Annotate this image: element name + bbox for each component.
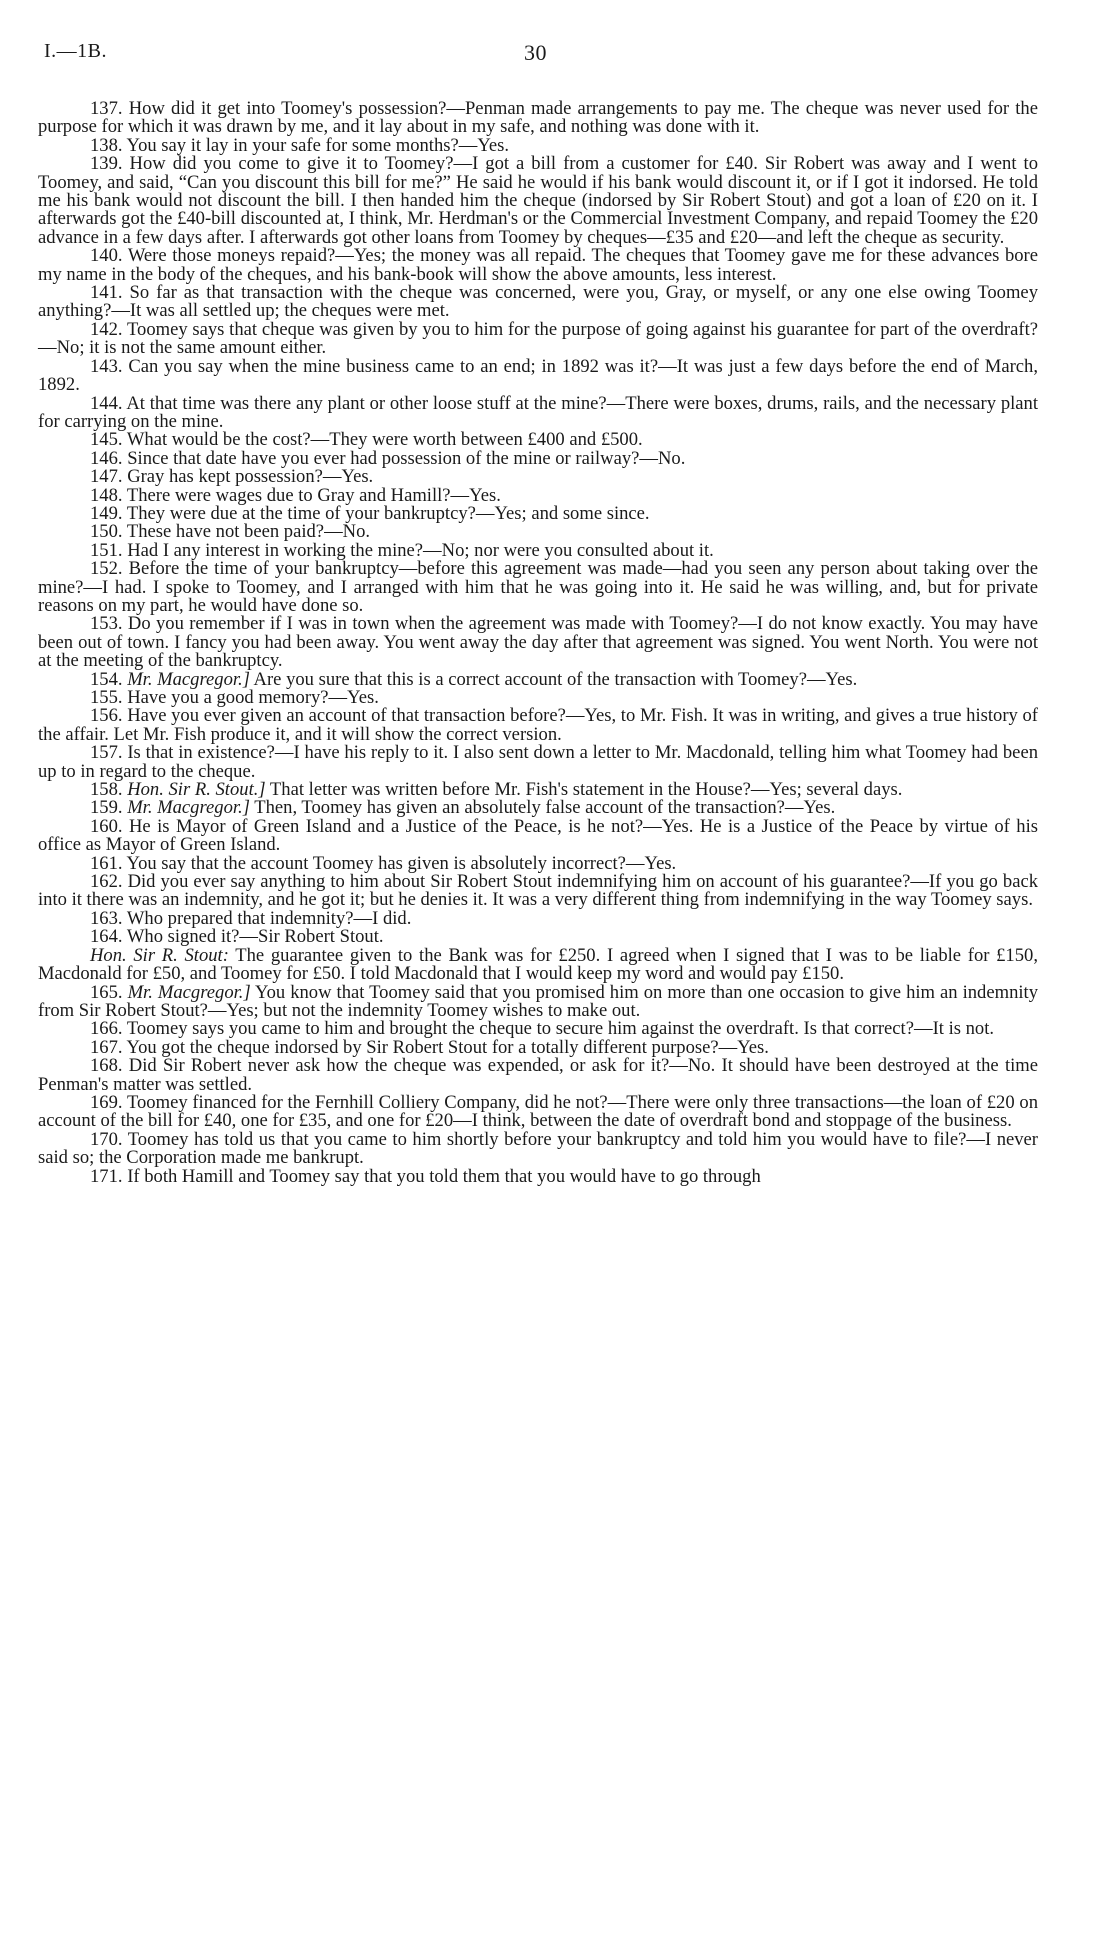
paragraph-number: 154. xyxy=(90,668,128,690)
paragraph: 171. If both Hamill and Toomey say that you told them that you would have to go through xyxy=(90,1165,761,1187)
paragraph: 169. Toomey financed for the Fernhill Colliery Company, did he not?—There were only three transactions—the loan of £20 on account of the bill for £40, one for £35, and one for £20—I think, between the date of overdraft bond and stoppage of the business. xyxy=(38,1091,1038,1132)
paragraph: 157. Is that in existence?—I have his reply to it. I also sent down a letter to Mr. Macdonald, telling him what Toomey had been up to in regard to the cheque. xyxy=(38,742,1038,782)
paragraph: 148. There were wages due to Gray and Hamill?—Yes. xyxy=(90,484,501,506)
paragraph-text: Then, Toomey has given an absolutely false account of the transaction?—Yes. xyxy=(249,797,836,819)
paragraph: 155. Have you a good memory?—Yes. xyxy=(90,687,379,708)
page-header xyxy=(38,40,1038,72)
paragraph: 153. Do you remember if I was in town when the agreement was made with Toomey?—I do not know exactly. You may have been out of town. I fancy you had been away. You went away the day after that agreement was signed. You went North. You were not at the meeting of the bankruptcy. xyxy=(38,613,1038,672)
paragraph: 162. Did you ever say anything to him about Sir Robert Stout indemnifying him on account of his guarantee?—If you go back into it there was an indemnity, and he got it; but he denies it. It was a very different thing from indemnifying in the way Toomey says. xyxy=(38,871,1038,911)
paragraph: 167. You got the cheque indorsed by Sir Robert Stout for a totally different purpose?—Yes. xyxy=(90,1036,769,1058)
speaker-name: Mr. Macgregor.] xyxy=(127,797,250,819)
paragraph: 139. How did you come to give it to Toomey?—I got a bill from a customer for £40. Sir Robert was away and I went to Toomey, and said, “Can you discount this bill for me?” He said he would if his bank would discount it, or if I got it indorsed. He told me his bank would not discount the bill. I then handed him the cheque (indorsed by Sir Robert Stout) and got a loan of £20 on it. I afterwards got the £40-bill discounted at, I think, Mr. Herdman's or the Commercial Investment Company, and repaid Toomey the £20 advance in a few days after. I afterwards got other loans from Toomey by cheques—£35 and £20—and left the cheque as security. xyxy=(38,153,1038,248)
document-body xyxy=(38,100,1038,1186)
paper-reference: I.—1B. xyxy=(44,40,107,62)
speaker-name: Hon. Sir R. Stout.] xyxy=(127,779,266,801)
paragraph-number: 159. xyxy=(90,797,128,819)
paragraph: 146. Since that date have you ever had possession of the mine or railway?—No. xyxy=(90,447,686,469)
paragraph-number: 165. xyxy=(90,981,128,1003)
speaker-name: Mr. Macgregor.] xyxy=(127,981,251,1003)
paragraph-text: That letter was written before Mr. Fish's statement in the House?—Yes; several days. xyxy=(265,779,903,801)
paragraph xyxy=(38,981,1038,1021)
paragraph: 141. So far as that transaction with the cheque was concerned, were you, Gray, or myself, or any one else owing Toomey anything?—It was all settled up; the cheques were met. xyxy=(38,282,1038,322)
paragraph-number: 158. xyxy=(90,779,128,801)
paragraph: 166. Toomey says you came to him and brought the cheque to secure him against the overdraft. Is that correct?—It is not. xyxy=(90,1018,995,1040)
paragraph: 164. Who signed it?—Sir Robert Stout. xyxy=(90,926,384,948)
paragraph: 144. At that time was there any plant or other loose stuff at the mine?—There were boxes, drums, rails, and the necessary plant for carrying on the mine. xyxy=(38,392,1038,432)
paragraph: 145. What would be the cost?—They were worth between £400 and £500. xyxy=(90,429,643,451)
paragraph: 137. How did it get into Toomey's possession?—Penman made arrangements to pay me. The cheque was never used for the purpose for which it was drawn by me, and it lay about in my safe, and nothing was done with it. xyxy=(38,98,1038,138)
paragraph: 170. Toomey has told us that you came to him shortly before your bankruptcy and told him you would have to file?—I never said so; the Corporation made me bankrupt. xyxy=(38,1128,1038,1169)
paragraph: 160. He is Mayor of Green Island and a Justice of the Peace, is he not?—Yes. He is a Justice of the Peace by virtue of his office as Mayor of Green Island. xyxy=(38,815,1038,856)
paragraph-text: You know that Toomey said that you promised him on more than one occasion to give him an indemnity from Sir Robert Stout?—Yes; but not the indemnity Toomey wishes to make out. xyxy=(38,981,1038,1021)
paragraph: 140. Were those moneys repaid?—Yes; the money was all repaid. The cheques that Toomey gave me for these advances bore my name in the body of the cheques, and his bank-book will show the above amounts, less interest. xyxy=(38,245,1038,285)
paragraph: 149. They were due at the time of your bankruptcy?—Yes; and some since. xyxy=(90,502,650,524)
paragraph: 168. Did Sir Robert never ask how the cheque was expended, or ask for it?—No. It should have been destroyed at the time Penman's matter was settled. xyxy=(38,1055,1038,1095)
page-number: 30 xyxy=(524,40,547,65)
speaker-name: Mr. Macgregor.] xyxy=(127,668,250,690)
speaker-name: Hon. Sir R. Stout: xyxy=(90,944,229,966)
paragraph: 163. Who prepared that indemnity?—I did. xyxy=(90,907,412,929)
document-page xyxy=(38,40,1038,1186)
paragraph-text: The guarantee given to the Bank was for £250. I agreed when I signed that I was to be liable for £150, Macdonald for £50, and Toomey for £50. I told Macdonald that I would keep my word and would pay £150. xyxy=(38,944,1038,985)
paragraph: 150. These have not been paid?—No. xyxy=(90,521,371,543)
paragraph: 151. Had I any interest in working the mine?—No; nor were you consulted about it. xyxy=(90,539,714,561)
paragraph: 142. Toomey says that cheque was given by you to him for the purpose of going against his guarantee for part of the overdraft?—No; it is not the same amount either. xyxy=(38,318,1038,359)
paragraph xyxy=(38,944,1038,985)
paragraph: 147. Gray has kept possession?—Yes. xyxy=(90,466,374,488)
paragraph: 152. Before the time of your bankruptcy—before this agreement was made—had you seen any person about taking over the mine?—I had. I spoke to Toomey, and I arranged with him that he was going into it. He said he was willing, and, but for private reasons on my part, he would have done so. xyxy=(38,558,1038,616)
paragraph: 161. You say that the account Toomey has given is absolutely incorrect?—Yes. xyxy=(90,852,677,874)
paragraph: 138. You say it lay in your safe for some months?—Yes. xyxy=(90,134,510,156)
paragraph-text: Are you sure that this is a correct account of the transaction with Toomey?—Yes. xyxy=(249,668,858,690)
paragraph: 143. Can you say when the mine business came to an end; in 1892 was it?—It was just a few days before the end of March, 1892. xyxy=(38,355,1038,396)
paragraph: 156. Have you ever given an account of that transaction before?—Yes, to Mr. Fish. It was in writing, and gives a true history of the affair. Let Mr. Fish produce it, and it will show the correct version. xyxy=(38,705,1038,745)
